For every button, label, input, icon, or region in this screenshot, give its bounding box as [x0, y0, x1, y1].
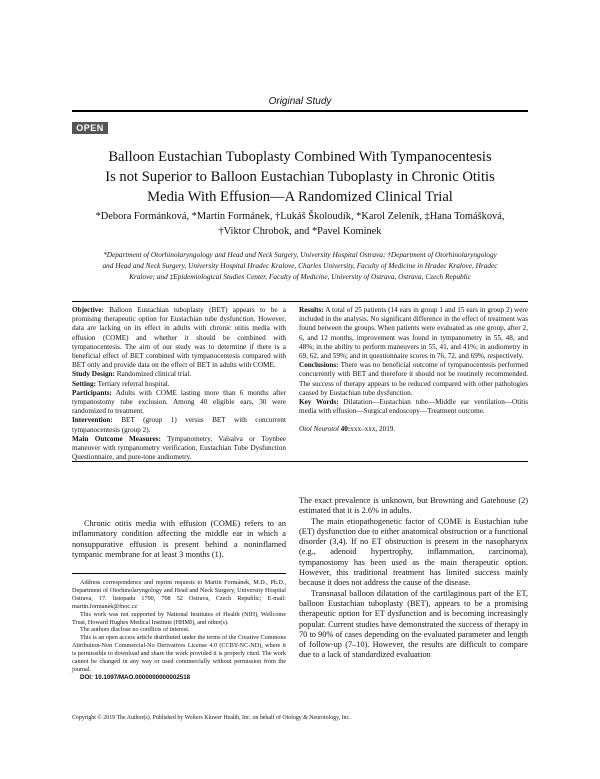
- doi: DOI: 10.1097/MAO.0000000000002518: [80, 673, 191, 681]
- affiliations: [72, 249, 528, 282]
- body-paragraph: The exact prevalence is unknown, but Browning and Gatehouse (2) estimated that it is 2.6% in adults.: [299, 496, 528, 516]
- body-paragraph: Transnasal balloon dilatation of the cartilaginous part of the ET, balloon Eustachian tuboplasty (BET), appears to be a promising therapeutic option for ET dysfunction and is becoming increasingly popular. Current studies have demonstrated the success of therapy in 70 to 90% of cases depending on the evaluated parameter and length of follow-up (7–10). However, the results are difficult to compare due to a lack of standardized evaluation: [299, 588, 528, 660]
- title-line: Media With Effusion—A Randomized Clinical Trial: [147, 189, 453, 205]
- section-label: Original Study: [268, 96, 332, 107]
- abstract-results: Results: A total of 25 patients (14 ears in group 1 and 15 ears in group 2) were included in the analysis. No significant difference in the effect of treatment was found between the groups. When patients were evaluated as one group, after 2, 6, and 12 months, improvement was found in tympanometry in 55, 48, and 48%; in the ability to perform maneuvers in 55, 41, and 41%; in audiometry in 69, 62, and 59%; and in questionnaire scores in 76, 72, and 69%, respectively.: [299, 306, 528, 361]
- affiliation-line: and Head and Neck Surgery, University Hospital Hradec Kralove, Charles University, Faculty of Medicine in Hradec Kralove, Hradec: [102, 261, 498, 270]
- affiliation-line: Kralove; and ‡Epidemiological Studies Center, Faculty of Medicine, University of Ostrava, Ostrava, Czech Republic: [129, 272, 471, 281]
- footnote-license: This is an open access article distributed under the terms of the Creative Commons Attribution-Non Commercial-No Derivatives License 4.0 (CCBY-NC-ND), where it is permissible to download and share the work provided it is properly cited. The work cannot be changed in any way or used commercially without permission from the journal.: [72, 634, 286, 673]
- footnote-rule: [72, 573, 286, 574]
- affiliation-line: *Department of Otorhinolaryngology and Head and Neck Surgery, University Hospital Ostrava; †Department of Otorhinolaryngology: [103, 250, 497, 259]
- body-paragraph: Chronic otitis media with effusion (COME) refers to an inflammatory condition affecting the middle ear in which a nonsuppurative effusion is present behind a noninflamed tympanic membrane for at least 3 months (1).: [72, 519, 286, 559]
- author-list: [60, 209, 540, 239]
- abstract-top-rule: [72, 301, 528, 302]
- title-line: Balloon Eustachian Tuboplasty Combined With Tympanocentesis: [108, 149, 492, 165]
- abstract-study-design: Study Design: Randomized clinical trial.: [72, 370, 192, 379]
- header-rule: [72, 110, 528, 112]
- abstract-right-column: [299, 306, 528, 435]
- footnote-conflicts: The authors disclose no conflicts of interest.: [80, 626, 190, 634]
- body-paragraph: The main etiopathogenetic factor of COME is Eustachian tube (ET) dysfunction due to either anatomical obstruction or a functional disorder (3,4). If no ET obstruction is present in the nasopharynx (e.g., adenoid hypertrophy, inflammation, carcinoma), tympanostomy has been used as the main therapeutic option. However, this traditional treatment has limited success mainly because it does not address the cause of the disease.: [299, 516, 528, 588]
- abstract-left-column: [72, 306, 286, 462]
- abstract-conclusions: Conclusions: There was no beneficial outcome of tympanocentesis performed concurrently with BET and therefore it should not be routinely recommended. The success of therapy appears to be reduced compared with other pathologies caused by Eustachian tube dysfunction.: [299, 361, 528, 397]
- author-line: †Viktor Chrobok, and *Pavel Komínek: [218, 226, 382, 237]
- open-access-badge: OPEN: [72, 122, 108, 134]
- footnote-correspondence: Address correspondence and reprint requests to Martin Formánek, M.D., Ph.D., Department of Otorhinolaryngology and Head and Neck Surgery, University Hospital Ostrava, 17. listopadu 1790, 708 52 Ostrava, Czech Republic; E-mail: martin.formanek@fnoc.cz: [72, 579, 286, 610]
- abstract-intervention: Intervention: BET (group 1) versus BET with concurrent tympanocentesis (group 2).: [72, 416, 286, 434]
- abstract-key-words: Key Words: Dilatation—Eustachian tube—Middle ear ventilation—Otitis media with effusion—Surgical endoscopy—Treatment outcome.: [299, 398, 528, 416]
- abstract-main-outcome: Main Outcome Measures: Tympanometry, Valsalva or Toynbee maneuver with tympanometry verification, Eustachian Tube Dysfunction Questionnaire, and pure-tone audiometry.: [72, 434, 286, 462]
- abstract-objective: Objective: Balloon Eustachian tuboplasty (BET) appears to be a promising therapeutic option for Eustachian tube dysfunction. However, data are lacking on its effect in adults with chronic otitis media with effusion (COME) and whether it should be combined with tympanocentesis. The aim of our study was to determine if there is a beneficial effect of BET combined with tympanocentesis compared with BET only and provide data on the effect of BET in adults with COME.: [72, 306, 286, 370]
- footnote-funding: This work was not supported by National Institutes of Health (NIH), Wellcome Trust, Howard Hughes Medical Institute (HHMI), and other(s).: [72, 610, 286, 626]
- journal-citation: Otol Neurotol 40:xxx–xxx, 2019.: [299, 425, 396, 434]
- abstract-bottom-rule: [72, 461, 528, 462]
- body-left-column: [72, 519, 286, 560]
- article-title: [60, 147, 540, 207]
- copyright-footer: Copyright © 2019 The Author(s). Published by Wolters Kluwer Health, Inc. on behalf of Otology & Neurotology, Inc.: [72, 715, 351, 721]
- abstract-setting: Setting: Tertiary referral hospital.: [72, 379, 170, 388]
- title-line: Is not Superior to Balloon Eustachian Tuboplasty in Chronic Otitis: [105, 169, 495, 185]
- author-line: *Debora Formánková, *Martin Formánek, †Lukáš Školoudík, *Karol Zeleník, ‡Hana Tomášková,: [95, 211, 505, 222]
- body-right-column: [299, 496, 528, 661]
- abstract-participants: Participants: Adults with COME lasting more than 6 months after tympanostomy tube exclusion. Among 40 eligible ears, 30 were randomized to treatment.: [72, 388, 286, 416]
- footnotes: [72, 579, 286, 682]
